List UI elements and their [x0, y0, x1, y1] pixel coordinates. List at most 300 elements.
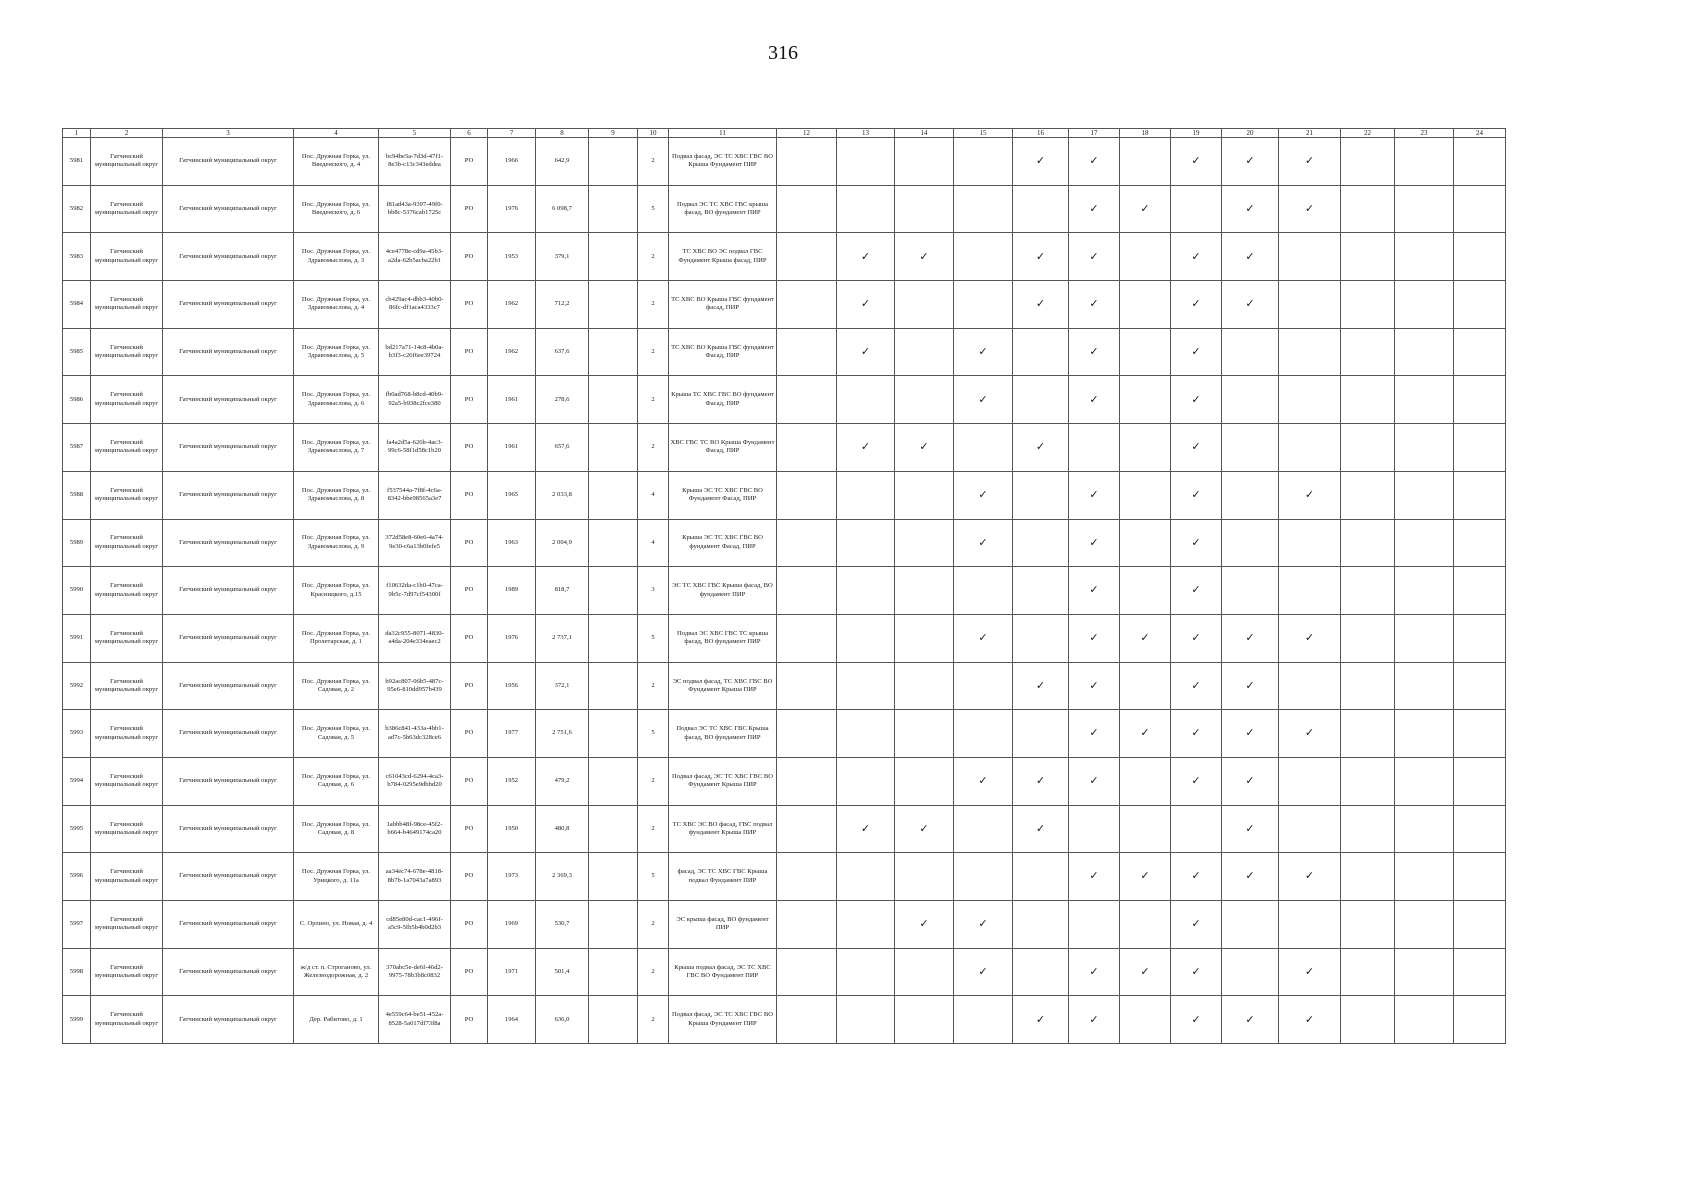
cell-municipality: Гатчинский муниципальный округ [163, 328, 294, 376]
cell-municipality: Гатчинский муниципальный округ [163, 662, 294, 710]
cell-empty [1454, 710, 1506, 758]
cell-empty [777, 281, 837, 329]
cell-address: Пос. Дружная Горка, ул. Здравомыслова, д. 9 [294, 519, 379, 567]
column-header: 19 [1171, 129, 1222, 138]
cell-fias-id: 4e559c64-be51-452a-8528-5a017df73f8a [379, 996, 451, 1044]
cell-works: Крыша ТС ХВС ГВС ВО фундамент Фасад, ПИР [669, 376, 777, 424]
check-mark: ✓ [1069, 233, 1120, 281]
cell-empty [777, 901, 837, 949]
cell-empty [954, 138, 1013, 186]
cell-empty [1222, 376, 1279, 424]
column-header: 24 [1454, 129, 1506, 138]
cell-empty [1279, 662, 1341, 710]
cell-works: Крыша ЭС ТС ХВС ГВС ВО Фундамент Фасад, ПИР [669, 471, 777, 519]
cell-empty [1120, 519, 1171, 567]
check-mark: ✓ [1069, 567, 1120, 615]
cell-fias-id: fb0ad768-b8cd-40b9-92a5-b938c2fce380 [379, 376, 451, 424]
check-mark: ✓ [1279, 138, 1341, 186]
cell-row-number: 5983 [63, 233, 91, 281]
cell-empty [777, 233, 837, 281]
cell-type: РО [451, 519, 488, 567]
check-mark: ✓ [1171, 233, 1222, 281]
check-mark: ✓ [1222, 710, 1279, 758]
cell-row-number: 5984 [63, 281, 91, 329]
cell-fias-id: 1abbb48f-98ce-45f2-b664-b4649174ca20 [379, 805, 451, 853]
cell-empty [1395, 233, 1454, 281]
cell-empty [1454, 567, 1506, 615]
cell-empty [1120, 424, 1171, 472]
cell-empty [1454, 328, 1506, 376]
cell-row-number: 5996 [63, 853, 91, 901]
cell-empty [1279, 757, 1341, 805]
cell-floors: 5 [638, 853, 669, 901]
cell-type: РО [451, 710, 488, 758]
cell-empty [1454, 233, 1506, 281]
check-mark: ✓ [1013, 662, 1069, 710]
cell-fias-id: b92ac807-06b5-487c-95e6-810dd957b439 [379, 662, 451, 710]
check-mark: ✓ [1222, 614, 1279, 662]
cell-empty [895, 328, 954, 376]
check-mark: ✓ [1069, 710, 1120, 758]
check-mark: ✓ [1069, 662, 1120, 710]
cell-type: РО [451, 281, 488, 329]
cell-empty [1395, 757, 1454, 805]
check-mark: ✓ [837, 233, 895, 281]
cell-works: ЭС крыша фасад, ВО фундамент ПИР [669, 901, 777, 949]
column-header: 2 [91, 129, 163, 138]
cell-empty [837, 138, 895, 186]
cell-empty [777, 519, 837, 567]
column-header: 1 [63, 129, 91, 138]
cell-empty [777, 138, 837, 186]
cell-empty [1341, 328, 1395, 376]
cell-row-number: 5997 [63, 901, 91, 949]
column-header: 12 [777, 129, 837, 138]
cell-address: Пос. Дружная Горка, ул. Садовая, д. 8 [294, 805, 379, 853]
check-mark: ✓ [1279, 710, 1341, 758]
check-mark: ✓ [1069, 138, 1120, 186]
cell-empty [1454, 805, 1506, 853]
cell-empty [1454, 948, 1506, 996]
cell-empty [837, 901, 895, 949]
column-header: 13 [837, 129, 895, 138]
cell-empty [1454, 614, 1506, 662]
cell-type: РО [451, 376, 488, 424]
check-mark: ✓ [1171, 948, 1222, 996]
cell-address: Пос. Дружная Горка, ул. Урицкого, д. 11а [294, 853, 379, 901]
cell-type: РО [451, 233, 488, 281]
cell-floors: 4 [638, 471, 669, 519]
check-mark: ✓ [1013, 424, 1069, 472]
table-row [63, 471, 1506, 519]
cell-row-number: 5985 [63, 328, 91, 376]
cell-year: 1977 [488, 710, 536, 758]
cell-empty [1341, 567, 1395, 615]
cell-district: Гатчинский муниципальный округ [91, 328, 163, 376]
cell-empty [1069, 424, 1120, 472]
cell-empty [954, 281, 1013, 329]
table-row [63, 996, 1506, 1044]
cell-empty [589, 614, 638, 662]
cell-year: 1969 [488, 901, 536, 949]
cell-empty [1341, 901, 1395, 949]
cell-empty [1222, 424, 1279, 472]
cell-empty [1341, 138, 1395, 186]
cell-municipality: Гатчинский муниципальный округ [163, 185, 294, 233]
cell-address: Пос. Дружная Горка, ул. Пролетарская, д. 1 [294, 614, 379, 662]
cell-empty [1454, 185, 1506, 233]
check-mark: ✓ [1013, 805, 1069, 853]
cell-row-number: 5998 [63, 948, 91, 996]
cell-empty [1341, 996, 1395, 1044]
cell-district: Гатчинский муниципальный округ [91, 996, 163, 1044]
check-mark: ✓ [1171, 853, 1222, 901]
cell-empty [895, 376, 954, 424]
cell-type: РО [451, 138, 488, 186]
cell-empty [589, 948, 638, 996]
check-mark: ✓ [1069, 996, 1120, 1044]
cell-empty [777, 567, 837, 615]
cell-empty [1171, 805, 1222, 853]
cell-municipality: Гатчинский муниципальный округ [163, 471, 294, 519]
page-number: 316 [768, 42, 798, 64]
cell-row-number: 5988 [63, 471, 91, 519]
cell-empty [1069, 901, 1120, 949]
check-mark: ✓ [954, 948, 1013, 996]
cell-fias-id: f10632da-c1b0-47ca-9b5c-7d97cf54300f [379, 567, 451, 615]
cell-area: 2 751,6 [536, 710, 589, 758]
cell-empty [1279, 281, 1341, 329]
check-mark: ✓ [837, 424, 895, 472]
cell-works: Крыша ЭС ТС ХВС ГВС ВО фундамент Фасад, ПИР [669, 519, 777, 567]
cell-empty [837, 996, 895, 1044]
check-mark: ✓ [954, 901, 1013, 949]
check-mark: ✓ [1171, 710, 1222, 758]
cell-empty [895, 471, 954, 519]
cell-empty [589, 567, 638, 615]
cell-year: 1973 [488, 853, 536, 901]
check-mark: ✓ [1171, 328, 1222, 376]
cell-area: 636,0 [536, 996, 589, 1044]
column-header: 3 [163, 129, 294, 138]
cell-municipality: Гатчинский муниципальный округ [163, 424, 294, 472]
cell-district: Гатчинский муниципальный округ [91, 185, 163, 233]
cell-empty [895, 185, 954, 233]
check-mark: ✓ [1120, 185, 1171, 233]
check-mark: ✓ [1069, 948, 1120, 996]
cell-district: Гатчинский муниципальный округ [91, 948, 163, 996]
cell-works: ТС ХВС ЭС ВО фасад, ГВС подвал фундамент Крыша ПИР [669, 805, 777, 853]
cell-fias-id: f81ad43a-9397-49f0-bb8c-5376cab1725c [379, 185, 451, 233]
cell-empty [1341, 376, 1395, 424]
check-mark: ✓ [1013, 996, 1069, 1044]
column-header: 15 [954, 129, 1013, 138]
table-row [63, 424, 1506, 472]
cell-empty [777, 710, 837, 758]
cell-fias-id: cd85e80d-cac1-496f-a5c9-5fb5b4b0d2b3 [379, 901, 451, 949]
cell-address: Пос. Дружная Горка, ул. Садовая, д. 5 [294, 710, 379, 758]
cell-empty [1395, 996, 1454, 1044]
column-header: 8 [536, 129, 589, 138]
cell-type: РО [451, 757, 488, 805]
cell-empty [1222, 471, 1279, 519]
cell-empty [777, 328, 837, 376]
cell-year: 1966 [488, 138, 536, 186]
cell-type: РО [451, 614, 488, 662]
cell-row-number: 5993 [63, 710, 91, 758]
cell-empty [1341, 471, 1395, 519]
cell-floors: 2 [638, 996, 669, 1044]
cell-empty [589, 853, 638, 901]
cell-empty [777, 853, 837, 901]
cell-area: 818,7 [536, 567, 589, 615]
cell-area: 479,2 [536, 757, 589, 805]
cell-empty [1013, 901, 1069, 949]
check-mark: ✓ [1171, 138, 1222, 186]
cell-empty [1454, 281, 1506, 329]
cell-works: Подвал ЭС ХВС ГВС ТС крыша фасад, ВО фундамент ПИР [669, 614, 777, 662]
table-row [63, 710, 1506, 758]
cell-empty [589, 757, 638, 805]
cell-empty [895, 662, 954, 710]
cell-empty [1279, 567, 1341, 615]
cell-row-number: 5991 [63, 614, 91, 662]
cell-area: 2 033,8 [536, 471, 589, 519]
cell-empty [1013, 853, 1069, 901]
cell-empty [589, 376, 638, 424]
cell-type: РО [451, 471, 488, 519]
cell-empty [954, 185, 1013, 233]
cell-empty [1120, 901, 1171, 949]
cell-floors: 2 [638, 757, 669, 805]
column-header: 17 [1069, 129, 1120, 138]
cell-year: 1976 [488, 614, 536, 662]
cell-district: Гатчинский муниципальный округ [91, 901, 163, 949]
cell-works: ТС ХВС ВО ЭС подвал ГВС Фундамент Крыша фасад, ПИР [669, 233, 777, 281]
check-mark: ✓ [1222, 138, 1279, 186]
cell-type: РО [451, 567, 488, 615]
cell-empty [1341, 662, 1395, 710]
cell-type: РО [451, 424, 488, 472]
cell-area: 379,1 [536, 233, 589, 281]
cell-empty [895, 710, 954, 758]
cell-empty [895, 614, 954, 662]
cell-empty [954, 233, 1013, 281]
cell-empty [1454, 901, 1506, 949]
check-mark: ✓ [954, 614, 1013, 662]
check-mark: ✓ [1279, 185, 1341, 233]
cell-municipality: Гатчинский муниципальный округ [163, 710, 294, 758]
check-mark: ✓ [954, 376, 1013, 424]
cell-empty [1013, 948, 1069, 996]
cell-district: Гатчинский муниципальный округ [91, 614, 163, 662]
check-mark: ✓ [1222, 805, 1279, 853]
cell-empty [1279, 376, 1341, 424]
table-row [63, 376, 1506, 424]
cell-address: Пос. Дружная Горка, ул. Здравомыслова, д. 7 [294, 424, 379, 472]
cell-year: 1989 [488, 567, 536, 615]
check-mark: ✓ [1279, 853, 1341, 901]
cell-empty [1120, 233, 1171, 281]
cell-district: Гатчинский муниципальный округ [91, 757, 163, 805]
cell-empty [1395, 853, 1454, 901]
cell-fias-id: 372d58e8-60e6-4a74-9e30-c6a13b0fefe5 [379, 519, 451, 567]
cell-fias-id: aa34ec74-678e-4818-8b7b-1a7043a7a893 [379, 853, 451, 901]
cell-floors: 2 [638, 376, 669, 424]
cell-empty [589, 328, 638, 376]
cell-empty [1013, 710, 1069, 758]
cell-empty [1279, 519, 1341, 567]
cell-empty [1454, 138, 1506, 186]
cell-row-number: 5986 [63, 376, 91, 424]
cell-row-number: 5981 [63, 138, 91, 186]
cell-address: Пос. Дружная Горка, ул. Здравомыслова, д. 3 [294, 233, 379, 281]
cell-type: РО [451, 901, 488, 949]
cell-area: 372,1 [536, 662, 589, 710]
table-row [63, 567, 1506, 615]
cell-empty [589, 233, 638, 281]
cell-row-number: 5990 [63, 567, 91, 615]
cell-empty [954, 662, 1013, 710]
table-row [63, 614, 1506, 662]
cell-empty [1341, 757, 1395, 805]
cell-empty [837, 710, 895, 758]
cell-year: 1964 [488, 996, 536, 1044]
cell-year: 1961 [488, 424, 536, 472]
cell-area: 657,6 [536, 424, 589, 472]
cell-empty [1341, 710, 1395, 758]
cell-empty [895, 853, 954, 901]
check-mark: ✓ [1120, 853, 1171, 901]
cell-empty [1454, 853, 1506, 901]
check-mark: ✓ [1120, 614, 1171, 662]
cell-empty [1279, 328, 1341, 376]
cell-empty [777, 376, 837, 424]
column-header: 22 [1341, 129, 1395, 138]
check-mark: ✓ [1171, 757, 1222, 805]
cell-empty [1395, 948, 1454, 996]
cell-address: Пос. Дружная Горка, ул. Здравомыслова, д. 6 [294, 376, 379, 424]
cell-empty [1454, 757, 1506, 805]
cell-municipality: Гатчинский муниципальный округ [163, 138, 294, 186]
cell-district: Гатчинский муниципальный округ [91, 853, 163, 901]
cell-area: 501,4 [536, 948, 589, 996]
cell-district: Гатчинский муниципальный округ [91, 471, 163, 519]
cell-area: 278,6 [536, 376, 589, 424]
cell-empty [1069, 805, 1120, 853]
check-mark: ✓ [837, 805, 895, 853]
cell-type: РО [451, 853, 488, 901]
cell-empty [589, 901, 638, 949]
cell-address: Пос. Дружная Горка, ул. Красницкого, д.15 [294, 567, 379, 615]
cell-empty [1341, 614, 1395, 662]
cell-empty [589, 519, 638, 567]
check-mark: ✓ [1069, 471, 1120, 519]
cell-address: С. Орлино, ул. Новая, д. 4 [294, 901, 379, 949]
cell-type: РО [451, 805, 488, 853]
cell-area: 712,2 [536, 281, 589, 329]
cell-empty [1395, 328, 1454, 376]
cell-empty [1222, 519, 1279, 567]
cell-empty [954, 710, 1013, 758]
cell-floors: 2 [638, 138, 669, 186]
cell-empty [1395, 281, 1454, 329]
cell-empty [1341, 519, 1395, 567]
check-mark: ✓ [1069, 757, 1120, 805]
cell-empty [589, 185, 638, 233]
table-row [63, 138, 1506, 186]
cell-address: Пос. Дружная Горка, ул. Здравомыслова, д. 4 [294, 281, 379, 329]
cell-district: Гатчинский муниципальный округ [91, 233, 163, 281]
cell-empty [1341, 233, 1395, 281]
cell-empty [1341, 805, 1395, 853]
cell-floors: 2 [638, 328, 669, 376]
cell-district: Гатчинский муниципальный округ [91, 567, 163, 615]
cell-floors: 2 [638, 233, 669, 281]
cell-fias-id: cb429ac4-dbb3-40b0-86fc-df1aca4333c7 [379, 281, 451, 329]
column-header: 14 [895, 129, 954, 138]
cell-fias-id: b386c841-433a-4bb1-ad7c-5b63dc328ce6 [379, 710, 451, 758]
cell-municipality: Гатчинский муниципальный округ [163, 376, 294, 424]
check-mark: ✓ [1171, 471, 1222, 519]
cell-empty [777, 424, 837, 472]
cell-row-number: 5992 [63, 662, 91, 710]
cell-empty [1222, 901, 1279, 949]
cell-empty [837, 948, 895, 996]
cell-area: 480,8 [536, 805, 589, 853]
cell-empty [837, 853, 895, 901]
check-mark: ✓ [1171, 567, 1222, 615]
check-mark: ✓ [837, 328, 895, 376]
check-mark: ✓ [1013, 757, 1069, 805]
cell-empty [1395, 662, 1454, 710]
cell-address: ж/д ст. п. Строганово, ул. Железнодорожная, д. 2 [294, 948, 379, 996]
header-row [63, 129, 1506, 138]
cell-floors: 2 [638, 662, 669, 710]
check-mark: ✓ [1069, 853, 1120, 901]
cell-empty [777, 948, 837, 996]
cell-district: Гатчинский муниципальный округ [91, 710, 163, 758]
cell-empty [895, 757, 954, 805]
cell-municipality: Гатчинский муниципальный округ [163, 567, 294, 615]
cell-empty [1454, 424, 1506, 472]
column-header: 23 [1395, 129, 1454, 138]
cell-year: 1962 [488, 328, 536, 376]
cell-row-number: 5989 [63, 519, 91, 567]
cell-empty [1120, 662, 1171, 710]
cell-address: Дер. Рабитово, д. 1 [294, 996, 379, 1044]
check-mark: ✓ [895, 901, 954, 949]
cell-district: Гатчинский муниципальный округ [91, 138, 163, 186]
cell-address: Пос. Дружная Горка, ул. Здравомыслова, д. 5 [294, 328, 379, 376]
cell-works: ЭС ТС ХВС ГВС Крыша фасад, ВО фундамент ПИР [669, 567, 777, 615]
cell-empty [1120, 757, 1171, 805]
cell-year: 1950 [488, 805, 536, 853]
cell-address: Пос. Дружная Горка, ул. Здравомыслова, д. 8 [294, 471, 379, 519]
check-mark: ✓ [1171, 376, 1222, 424]
check-mark: ✓ [1069, 376, 1120, 424]
check-mark: ✓ [1069, 328, 1120, 376]
cell-floors: 4 [638, 519, 669, 567]
cell-district: Гатчинский муниципальный округ [91, 662, 163, 710]
check-mark: ✓ [1171, 662, 1222, 710]
register-table [62, 128, 1506, 1044]
cell-works: ТС ХВС ВО Крыша ГВС фундамент фасад, ПИР [669, 281, 777, 329]
cell-works: Крыша подвал фасад, ЭС ТС ХВС ГВС ВО Фундамент ПИР [669, 948, 777, 996]
check-mark: ✓ [1171, 614, 1222, 662]
cell-type: РО [451, 328, 488, 376]
cell-year: 1963 [488, 519, 536, 567]
